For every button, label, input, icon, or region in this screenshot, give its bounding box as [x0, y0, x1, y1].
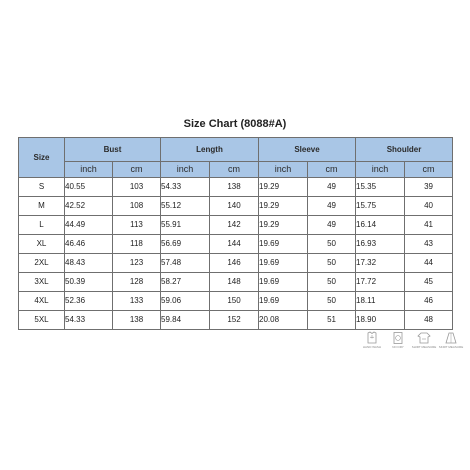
length-inch-cell: 54.33	[161, 178, 210, 197]
size-cell: M	[19, 197, 65, 216]
length-inch-cell: 59.84	[161, 311, 210, 330]
hand-wash-icon	[358, 331, 386, 345]
bust-inch-cell: 46.46	[65, 235, 113, 254]
size-cell: 3XL	[19, 273, 65, 292]
length-inch-cell: 59.06	[161, 292, 210, 311]
shoulder-inch-cell: 15.75	[356, 197, 405, 216]
table-row	[19, 292, 453, 311]
bust-header: Bust	[65, 138, 161, 162]
sleeve-inch-header: inch	[259, 162, 308, 178]
bust-cm-cell: 118	[113, 235, 161, 254]
header-group-row	[19, 138, 453, 162]
shoulder-inch-cell: 18.90	[356, 311, 405, 330]
shoulder-cm-cell: 46	[405, 292, 453, 311]
length-cm-cell: 152	[210, 311, 259, 330]
bust-cm-cell: 128	[113, 273, 161, 292]
sleeve-cm-cell: 50	[308, 254, 356, 273]
sleeve-inch-cell: 19.69	[259, 292, 308, 311]
bust-inch-cell: 54.33	[65, 311, 113, 330]
shoulder-inch-cell: 15.35	[356, 178, 405, 197]
length-inch-cell: 58.27	[161, 273, 210, 292]
sleeve-cm-cell: 49	[308, 178, 356, 197]
size-cell: L	[19, 216, 65, 235]
shoulder-inch-cell: 17.32	[356, 254, 405, 273]
shoulder-cm-cell: 44	[405, 254, 453, 273]
sleeve-cm-cell: 51	[308, 311, 356, 330]
length-inch-cell: 55.12	[161, 197, 210, 216]
shoulder-cm-cell: 40	[405, 197, 453, 216]
length-cm-cell: 140	[210, 197, 259, 216]
do-not-tumble-dry-icon	[384, 331, 412, 345]
table-row	[19, 197, 453, 216]
sleeve-cm-cell: 49	[308, 216, 356, 235]
size-cell: S	[19, 178, 65, 197]
sleeve-inch-cell: 19.29	[259, 178, 308, 197]
chart-title: Size Chart (8088#A)	[183, 118, 287, 130]
shoulder-cm-cell: 48	[405, 311, 453, 330]
sleeve-cm-cell: 50	[308, 273, 356, 292]
bust-inch-cell: 40.55	[65, 178, 113, 197]
length-cm-cell: 150	[210, 292, 259, 311]
length-cm-cell: 138	[210, 178, 259, 197]
sleeve-inch-cell: 19.69	[259, 273, 308, 292]
shoulder-cm-header: cm	[405, 162, 453, 178]
sleeve-inch-cell: 19.29	[259, 197, 308, 216]
sleeve-header: Sleeve	[259, 138, 356, 162]
length-cm-header: cm	[210, 162, 259, 178]
sleeve-cm-cell: 50	[308, 235, 356, 254]
sleeve-inch-cell: 19.69	[259, 254, 308, 273]
length-cm-cell: 148	[210, 273, 259, 292]
bust-cm-cell: 103	[113, 178, 161, 197]
skirt-measure-icon	[437, 331, 465, 345]
sleeve-inch-cell: 19.69	[259, 235, 308, 254]
care-item	[437, 331, 465, 361]
table-row	[19, 273, 453, 292]
size-cell: 5XL	[19, 311, 65, 330]
table-row	[19, 216, 453, 235]
length-inch-cell: 56.69	[161, 235, 210, 254]
shirt-measure-icon	[410, 331, 438, 345]
size-rows	[19, 178, 453, 330]
shoulder-header: Shoulder	[356, 138, 453, 162]
length-cm-cell: 144	[210, 235, 259, 254]
bust-cm-cell: 138	[113, 311, 161, 330]
bust-inch-cell: 50.39	[65, 273, 113, 292]
size-column-header: Size	[19, 138, 65, 178]
bust-inch-cell: 52.36	[65, 292, 113, 311]
bust-cm-cell: 133	[113, 292, 161, 311]
bust-inch-cell: 44.49	[65, 216, 113, 235]
bust-cm-cell: 113	[113, 216, 161, 235]
care-label: SKIRT MEASURE	[438, 345, 464, 349]
shoulder-cm-cell: 41	[405, 216, 453, 235]
header-units-row	[19, 162, 453, 178]
care-item	[410, 331, 438, 361]
bust-cm-cell: 123	[113, 254, 161, 273]
table-row	[19, 254, 453, 273]
shoulder-cm-cell: 43	[405, 235, 453, 254]
shoulder-cm-cell: 39	[405, 178, 453, 197]
size-cell: 4XL	[19, 292, 65, 311]
care-item	[384, 331, 412, 361]
shoulder-cm-cell: 45	[405, 273, 453, 292]
shoulder-inch-cell: 17.72	[356, 273, 405, 292]
bust-inch-cell: 42.52	[65, 197, 113, 216]
bust-inch-header: inch	[65, 162, 113, 178]
length-header: Length	[161, 138, 259, 162]
table-row	[19, 311, 453, 330]
length-cm-cell: 142	[210, 216, 259, 235]
bust-inch-cell: 48.43	[65, 254, 113, 273]
length-cm-cell: 146	[210, 254, 259, 273]
care-label: SHIRT MEASURE	[411, 345, 437, 349]
shoulder-inch-header: inch	[356, 162, 405, 178]
length-inch-cell: 55.91	[161, 216, 210, 235]
size-cell: 2XL	[19, 254, 65, 273]
sleeve-inch-cell: 20.08	[259, 311, 308, 330]
bust-cm-header: cm	[113, 162, 161, 178]
care-item	[358, 331, 386, 361]
sleeve-cm-cell: 49	[308, 197, 356, 216]
length-inch-header: inch	[161, 162, 210, 178]
sleeve-cm-header: cm	[308, 162, 356, 178]
shoulder-inch-cell: 18.11	[356, 292, 405, 311]
size-cell: XL	[19, 235, 65, 254]
care-label: NO DRY	[392, 345, 404, 349]
length-inch-cell: 57.48	[161, 254, 210, 273]
table-row	[19, 235, 453, 254]
table-row	[19, 178, 453, 197]
care-label: HAND WASH	[362, 345, 382, 349]
shoulder-inch-cell: 16.93	[356, 235, 405, 254]
size-chart-table	[18, 137, 453, 330]
sleeve-inch-cell: 19.29	[259, 216, 308, 235]
sleeve-cm-cell: 50	[308, 292, 356, 311]
bust-cm-cell: 108	[113, 197, 161, 216]
shoulder-inch-cell: 16.14	[356, 216, 405, 235]
